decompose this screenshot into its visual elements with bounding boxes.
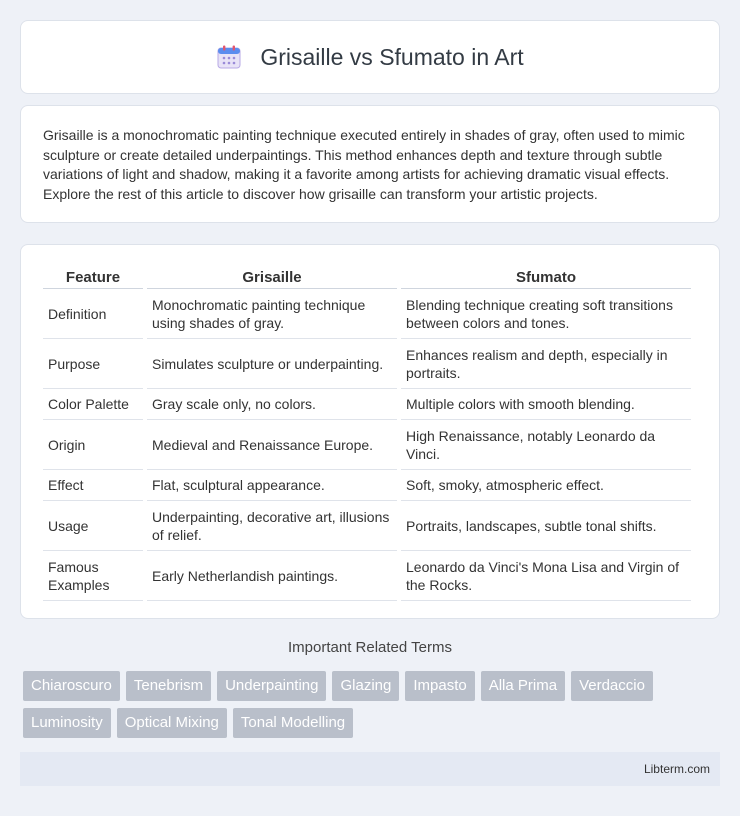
related-terms-list (23, 671, 723, 738)
table-cell: Enhances realism and depth, especially in portraits. (401, 339, 691, 389)
related-terms-title: Important Related Terms (288, 639, 452, 656)
related-term-tag[interactable]: Verdaccio (571, 671, 653, 701)
table-cell: Gray scale only, no colors. (147, 389, 397, 420)
header-grisaille: Grisaille (147, 265, 397, 289)
comparison-table-card (20, 244, 720, 619)
table-cell: Leonardo da Vinci's Mona Lisa and Virgin of the Rocks. (401, 551, 691, 601)
table-cell: Effect (43, 470, 143, 501)
table-cell: Multiple colors with smooth blending. (401, 389, 691, 420)
intro-card (20, 105, 720, 223)
table-cell: Early Netherlandish paintings. (147, 551, 397, 601)
table-row (43, 501, 691, 551)
table-cell: Medieval and Renaissance Europe. (147, 420, 397, 470)
table-cell: Color Palette (43, 389, 143, 420)
table-cell: Flat, sculptural appearance. (147, 470, 397, 501)
table-cell: Famous Examples (43, 551, 143, 601)
related-term-tag[interactable]: Tonal Modelling (233, 708, 353, 738)
related-term-tag[interactable]: Underpainting (217, 671, 326, 701)
footer-site-link[interactable]: Libterm.com (643, 762, 710, 776)
table-cell: Origin (43, 420, 143, 470)
table-cell: Purpose (43, 339, 143, 389)
table-row (43, 289, 691, 339)
table-cell: Soft, smoky, atmospheric effect. (401, 470, 691, 501)
footer (20, 752, 720, 786)
related-term-tag[interactable]: Optical Mixing (117, 708, 227, 738)
table-cell: Simulates sculpture or underpainting. (147, 339, 397, 389)
table-cell: High Renaissance, notably Leonardo da Vinci. (401, 420, 691, 470)
table-cell: Blending technique creating soft transitions between colors and tones. (401, 289, 691, 339)
comparison-table (39, 265, 695, 601)
table-row (43, 470, 691, 501)
related-term-tag[interactable]: Alla Prima (481, 671, 565, 701)
table-cell: Underpainting, decorative art, illusions of relief. (147, 501, 397, 551)
related-term-tag[interactable]: Luminosity (23, 708, 111, 738)
table-row (43, 420, 691, 470)
table-row (43, 339, 691, 389)
related-term-tag[interactable]: Chiaroscuro (23, 671, 120, 701)
related-term-tag[interactable]: Tenebrism (126, 671, 211, 701)
header-sfumato: Sfumato (401, 265, 691, 289)
table-header-row (43, 265, 691, 289)
page-title: Grisaille vs Sfumato in Art (260, 43, 524, 70)
header-card (20, 20, 720, 94)
table-cell: Usage (43, 501, 143, 551)
table-cell: Definition (43, 289, 143, 339)
related-term-tag[interactable]: Impasto (405, 671, 474, 701)
table-row (43, 551, 691, 601)
related-term-tag[interactable]: Glazing (332, 671, 399, 701)
table-cell: Monochromatic painting technique using shades of gray. (147, 289, 397, 339)
intro-text: Grisaille is a monochromatic painting technique executed entirely in shades of gray, often used to mimic sculpture or create detailed underpaintings. This method enhances depth and texture through subtle variations of light and shadow, making it a favorite among artists for achieving dramatic visual effects. Explore the rest of this article to discover how grisaille can transform your artistic projects. (43, 127, 685, 202)
table-row (43, 389, 691, 420)
calendar-icon (216, 44, 242, 70)
table-cell: Portraits, landscapes, subtle tonal shifts. (401, 501, 691, 551)
header-feature: Feature (43, 265, 143, 289)
